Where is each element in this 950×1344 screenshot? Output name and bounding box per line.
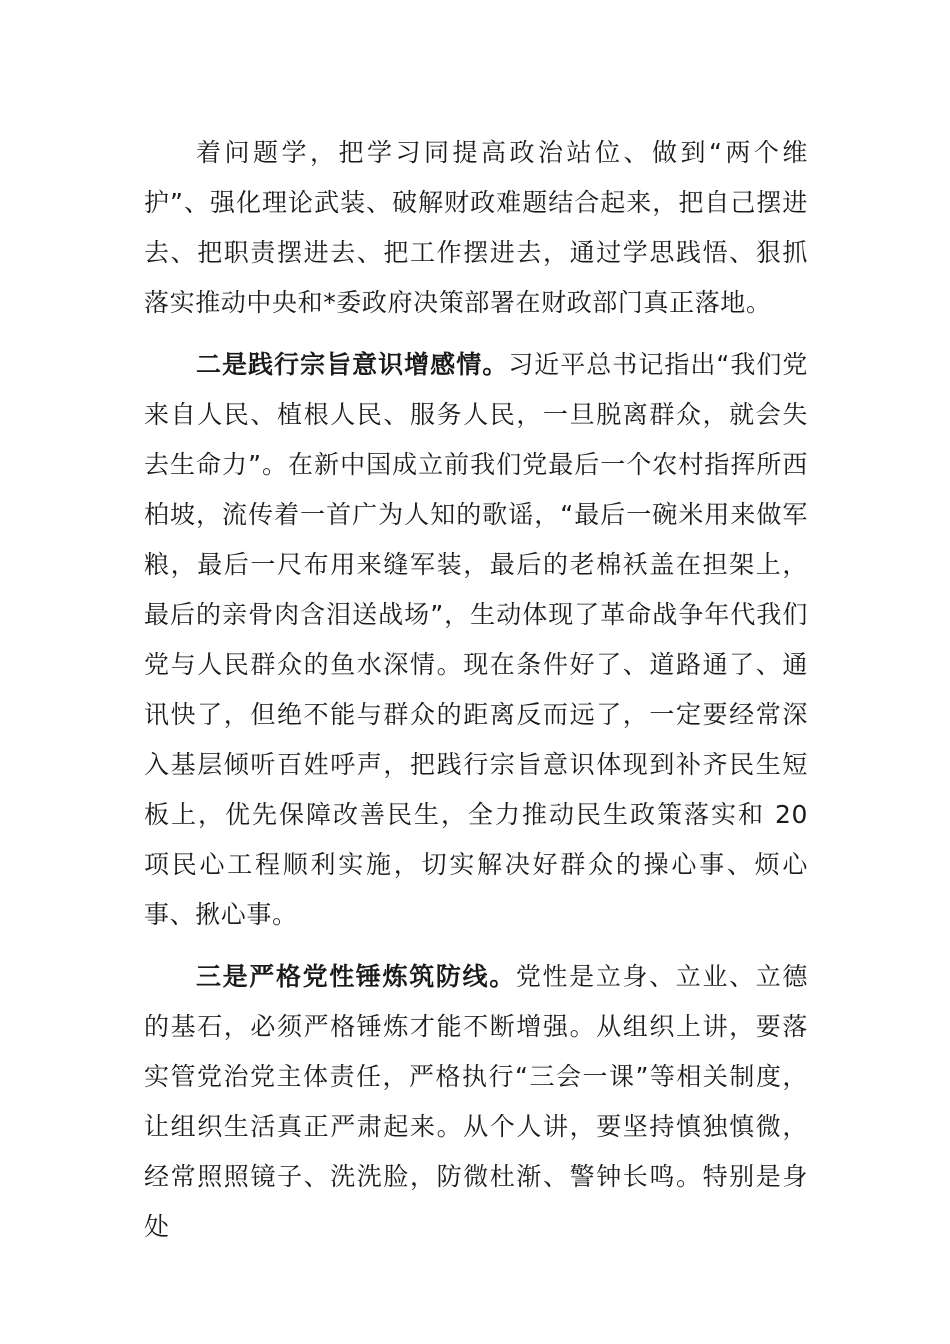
paragraph-text: 党性是立身、立业、立德的基石，必须严格锤炼才能不断增强。从组织上讲，要落实管党治党主体责任，严格执行“三会一课”等相关制度，让组织生活真正严肃起来。从个人讲，要坚持慎独慎微，经常照照镜子、洗洗脸，防微杜渐、警钟长鸣。特别是身处 [144, 962, 809, 1241]
paragraph-text: 习近平总书记指出“我们党来自人民、植根人民、服务人民，一旦脱离群众，就会失去生命力”。在新中国成立前我们党最后一个农村指挥所西柏坡，流传着一首广为人知的歌谣，“最后一碗米用来做军粮，最后一尺布用来缝军装，最后的老棉袄盖在担架上，最后的亲骨肉含泪送战场”，生动体现了革命战争年代我们党与人民群众的鱼水深情。现在条件好了、道路通了、通讯快了，但绝不能与群众的距离反而远了，一定要经常深入基层倾听百姓呼声，把践行宗旨意识体现到补齐民生短板上，优先保障改善民生，全力推动民生政策落实和 20 项民心工程顺利实施，切实解决好群众的操心事、烦心事、揪心事。 [144, 350, 808, 929]
paragraph-text: 着问题学，把学习同提高政治站位、做到“两个维护”、强化理论武装、破解财政难题结合起来，把自己摆进去、把职责摆进去、把工作摆进去，通过学思践悟、狠抓落实推动中央和*委政府决策部署在财政部门真正落地。 [144, 138, 808, 317]
paragraph-heading: 二是践行宗旨意识增感情。 [196, 350, 509, 379]
paragraph-purpose-awareness [144, 340, 808, 940]
paragraph-continued [144, 128, 808, 328]
paragraph-heading: 三是严格党性锤炼筑防线。 [196, 962, 516, 991]
paragraph-party-spirit [144, 952, 808, 1252]
document-body [144, 128, 808, 1252]
